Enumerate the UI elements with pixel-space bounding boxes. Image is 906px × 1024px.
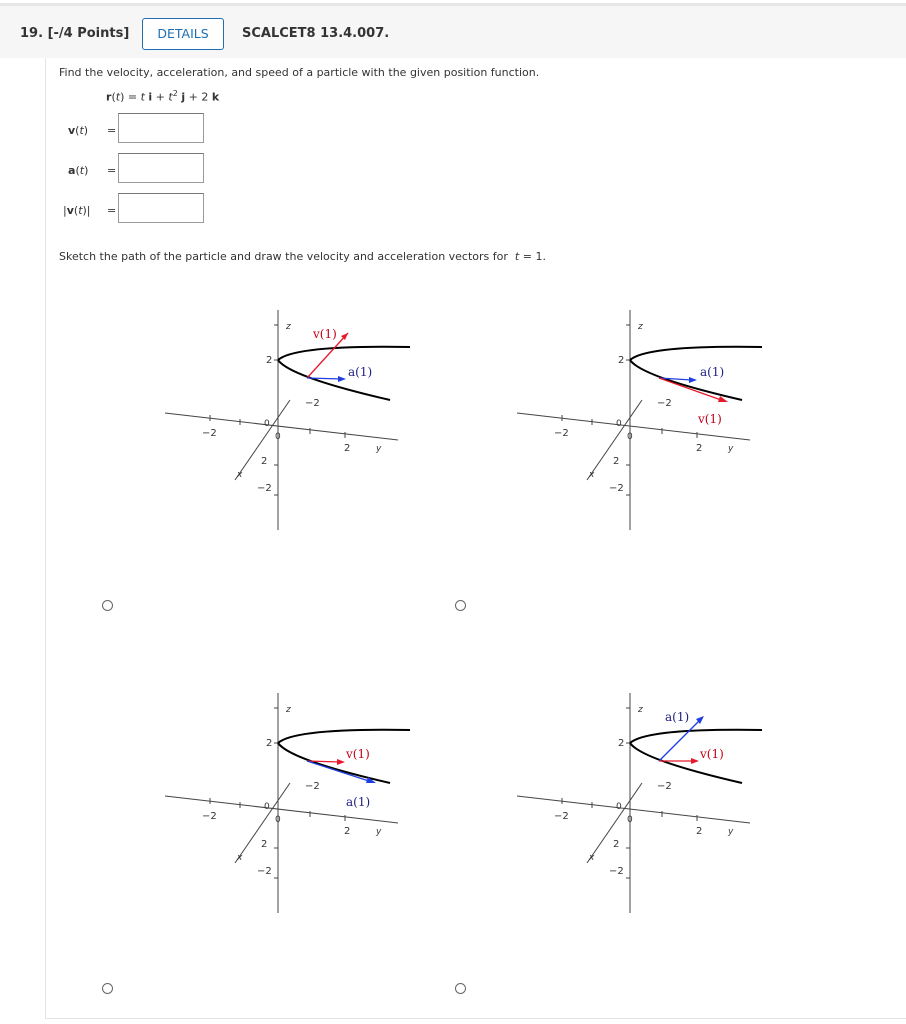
acceleration-arrowhead (338, 376, 346, 382)
question-number: 19. [-/4 Points] (20, 26, 130, 41)
tick-label: 2 (266, 355, 273, 366)
acceleration-eq: = (107, 164, 117, 177)
tick-label: 2 (344, 443, 351, 454)
tick-label: −2 (202, 811, 217, 822)
question-prompt: Find the velocity, acceleration, and speed of a particle with the given position function. (59, 66, 540, 79)
speed-input[interactable] (118, 193, 204, 223)
tick-label: 0 (275, 815, 281, 825)
option-3-radio[interactable] (102, 983, 113, 994)
tick-label: 2 (613, 839, 620, 850)
acceleration-input[interactable] (118, 153, 204, 183)
graph-option-1 (150, 305, 430, 540)
axes (517, 693, 750, 913)
tick-label: 2 (618, 738, 625, 749)
tick-label: −2 (657, 781, 672, 792)
tick-label: 2 (261, 839, 268, 850)
x-axis-label: x (237, 470, 243, 480)
tick-label: 2 (696, 443, 703, 454)
option-4-radio[interactable] (455, 983, 466, 994)
tick-label: 0 (616, 802, 622, 812)
tick-label: −2 (657, 398, 672, 409)
speed-label: |v(t)| (63, 204, 91, 217)
question-code: SCALCET8 13.4.007. (242, 26, 390, 41)
axes (165, 310, 398, 530)
tick-label: 2 (613, 456, 620, 467)
option-1-radio[interactable] (102, 600, 113, 611)
tick-label: −2 (609, 866, 624, 877)
z-axis-label: z (286, 322, 291, 332)
y-axis-label: y (728, 444, 734, 454)
position-function: r(t) = t $i + t^2$ j + 2 k (106, 89, 220, 104)
graph-option-3 (150, 688, 430, 923)
acceleration-vector (307, 761, 372, 782)
tick-label: 0 (275, 432, 281, 442)
question-header (0, 6, 906, 58)
velocity-input[interactable] (118, 113, 204, 143)
tick-label: 0 (627, 815, 633, 825)
acceleration-label: a(1) (346, 795, 371, 809)
z-axis-label: z (638, 322, 643, 332)
tick-label: −2 (305, 781, 320, 792)
tick-label: −2 (305, 398, 320, 409)
speed-eq: = (107, 204, 117, 217)
velocity-label: v(1) (346, 747, 370, 761)
velocity-label: v(1) (700, 747, 724, 761)
x-axis-label: x (589, 470, 595, 480)
acceleration-label: a(1) (665, 710, 690, 724)
tick-label: −2 (554, 811, 569, 822)
tick-label: −2 (257, 483, 272, 494)
acceleration-arrowhead (689, 377, 697, 383)
tick-label: 2 (266, 738, 273, 749)
y-axis-label: y (376, 827, 382, 837)
z-axis-label: z (286, 705, 291, 715)
velocity-arrowhead (691, 758, 699, 764)
velocity-label: v(t) (68, 124, 89, 137)
acceleration-label: a(1) (348, 365, 373, 379)
acceleration-vector (659, 720, 700, 761)
tick-label: 2 (618, 355, 625, 366)
graph-option-2 (502, 305, 782, 540)
tick-label: 2 (344, 826, 351, 837)
tick-label: 0 (264, 419, 270, 429)
x-axis-label: x (237, 853, 243, 863)
tick-label: 2 (261, 456, 268, 467)
tick-label: −2 (609, 483, 624, 494)
tick-label: 0 (627, 432, 633, 442)
tick-label: 0 (616, 419, 622, 429)
acceleration-label: a(t) (68, 164, 89, 177)
tick-label: −2 (202, 428, 217, 439)
tick-label: 0 (264, 802, 270, 812)
tick-label: 2 (696, 826, 703, 837)
sketch-prompt: Sketch the path of the particle and draw the velocity and acceleration vectors for t = 1. (59, 250, 546, 263)
acceleration-label: a(1) (700, 365, 725, 379)
graph-option-4 (502, 688, 782, 923)
velocity-label: v(1) (698, 412, 722, 426)
y-axis-label: y (728, 827, 734, 837)
x-axis-label: x (589, 853, 595, 863)
velocity-eq: = (107, 124, 117, 137)
z-axis-label: z (638, 705, 643, 715)
details-button[interactable]: DETAILS (142, 18, 224, 50)
velocity-label: v(1) (313, 327, 337, 341)
tick-label: −2 (257, 866, 272, 877)
tick-label: −2 (554, 428, 569, 439)
y-axis-label: y (376, 444, 382, 454)
option-2-radio[interactable] (455, 600, 466, 611)
velocity-arrowhead (337, 759, 345, 765)
